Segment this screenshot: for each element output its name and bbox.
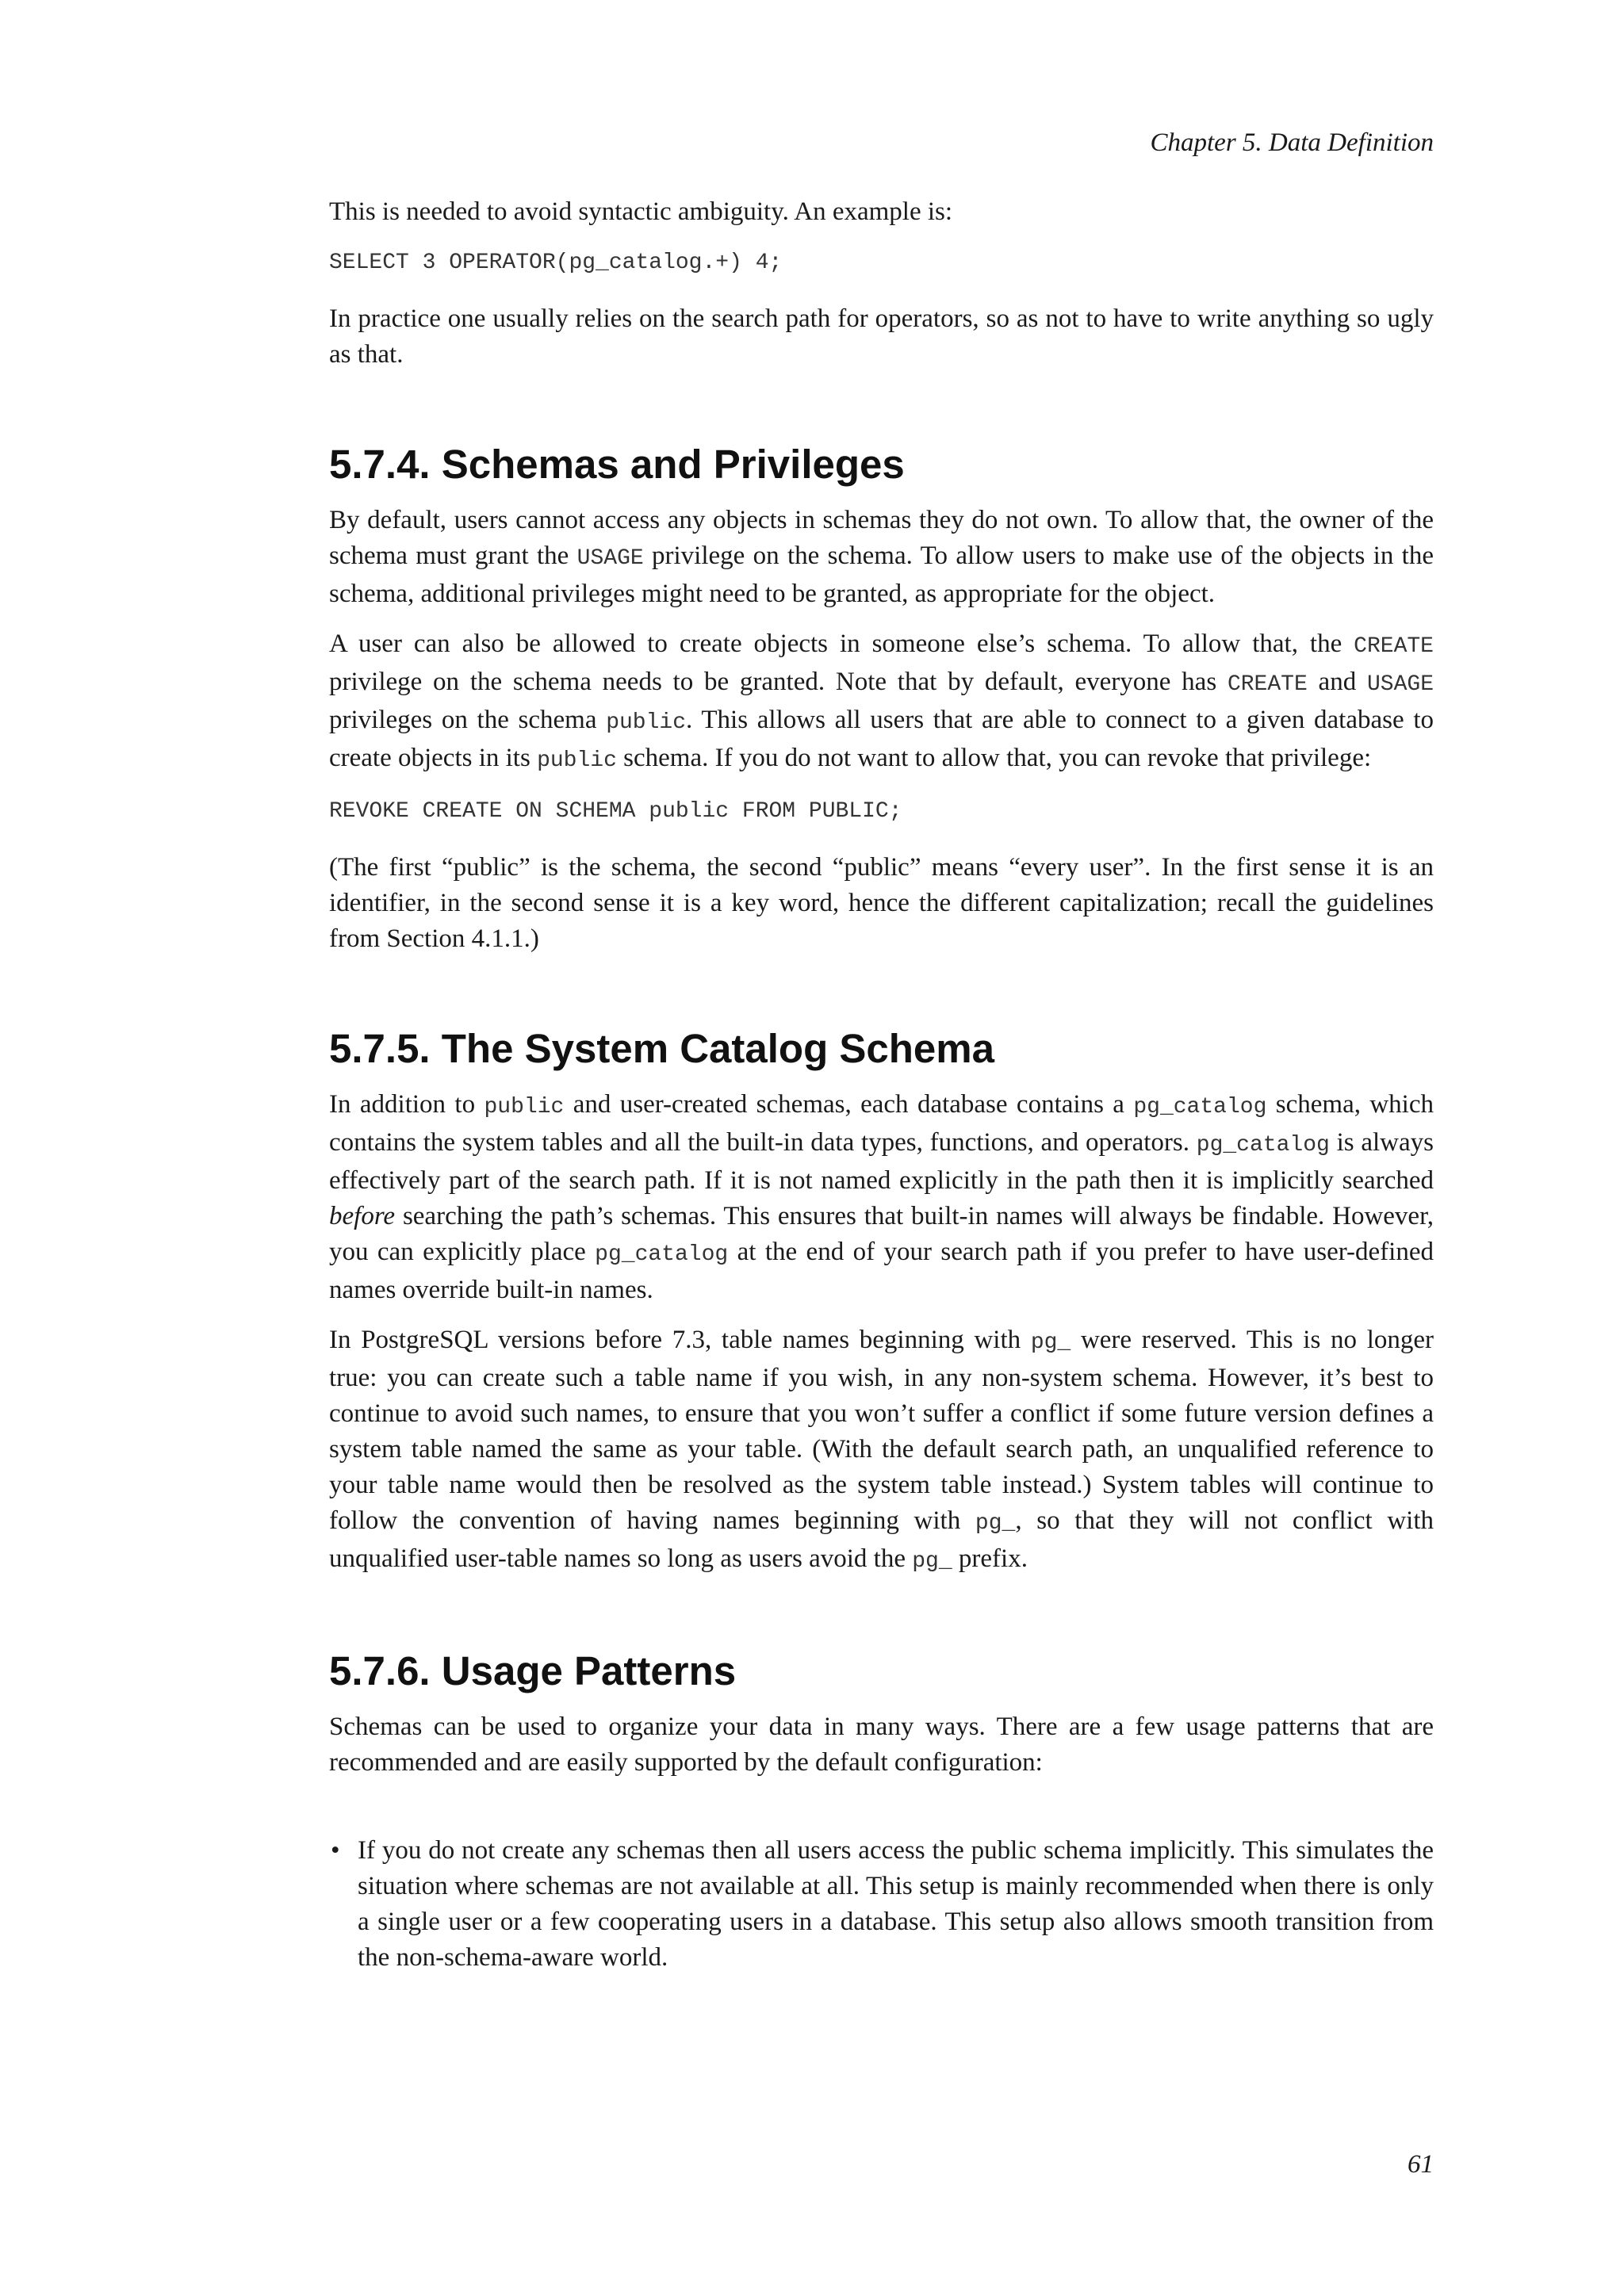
section-574-paragraph-3: (The first “public” is the schema, the second “public” means “every user”. In the first sense it is an identifier, in the second sense it is a key word, hence the different capitalization; recall the guidelines from Section 4.1.1.) — [329, 853, 1434, 953]
intro-paragraph-1: This is needed to avoid syntactic ambiguity. An example is: — [329, 197, 953, 226]
section-575-paragraph-2: In PostgreSQL versions before 7.3, table names beginning with pg_ were reserved. This is no longer true: you can create such a table name if you wish, in any non-system schema. However, it’s best to continue to avoid such names, to ensure that you won’t suffer a conflict if some future version defines a system table named the same as your table. (With the default search path, an unqualified reference to your table name would then be resolved as the system table instead.) System tables will continue to follow the convention of having names beginning with pg_, so that they will not conflict with unqualified user-table names so long as users avoid the pg_ prefix. — [329, 1326, 1434, 1574]
bullet-icon: • — [331, 1836, 340, 1865]
section-574-paragraph-1: By default, users cannot access any objects in schemas they do not own. To allow that, the owner of the schema must grant the USAGE privilege on the schema. To allow users to make use of the objects in the schema, additional privileges might need to be granted, as appropriate for the object. — [329, 506, 1434, 608]
page-content — [329, 194, 1434, 1976]
running-header: Chapter 5. Data Definition — [1150, 128, 1434, 157]
list-item: • If you do not create any schemas then all users access the public schema implicitly. This simulates the situation where schemas are not available at all. This setup is mainly recommended when there is only a single user or a few cooperating users in a database. This setup also allows smooth transition from the non-schema-aware world. — [329, 1833, 1434, 1976]
code-example-operator: SELECT 3 OPERATOR(pg_catalog.+) 4; — [329, 251, 783, 275]
document-page — [329, 0, 1434, 2296]
intro-paragraph-2: In practice one usually relies on the search path for operators, so as not to have to write anything so ugly as that. — [329, 304, 1434, 369]
page-number: 61 — [1408, 2150, 1434, 2179]
section-heading-574: 5.7.4. Schemas and Privileges — [329, 442, 905, 487]
section-575-paragraph-1: In addition to public and user-created schemas, each database contains a pg_catalog schema, which contains the system tables and all the built-in data types, functions, and operators. pg_catalog is always effectively part of the search path. If it is not named explicitly in the path then it is implicitly searched before searching the path’s schemas. This ensures that built-in names will always be findable. However, you can explicitly place pg_catalog at the end of your search path if you prefer to have user-defined names override built-in names. — [329, 1090, 1434, 1304]
section-heading-576: 5.7.6. Usage Patterns — [329, 1648, 737, 1693]
code-example-revoke: REVOKE CREATE ON SCHEMA public FROM PUBLIC; — [329, 799, 902, 824]
section-heading-575: 5.7.5. The System Catalog Schema — [329, 1026, 995, 1071]
section-574-paragraph-2: A user can also be allowed to create objects in someone else’s schema. To allow that, the CREATE privilege on the schema needs to be granted. Note that by default, everyone has CREATE and USAGE privileges on the schema public. This allows all users that are able to connect to a given database to create objects in its public schema. If you do not want to allow that, you can revoke that privilege: — [329, 629, 1434, 773]
usage-patterns-list — [329, 1833, 1434, 1976]
section-576-paragraph-1: Schemas can be used to organize your data in many ways. There are a few usage patterns that are recommended and are easily supported by the default configuration: — [329, 1712, 1434, 1777]
